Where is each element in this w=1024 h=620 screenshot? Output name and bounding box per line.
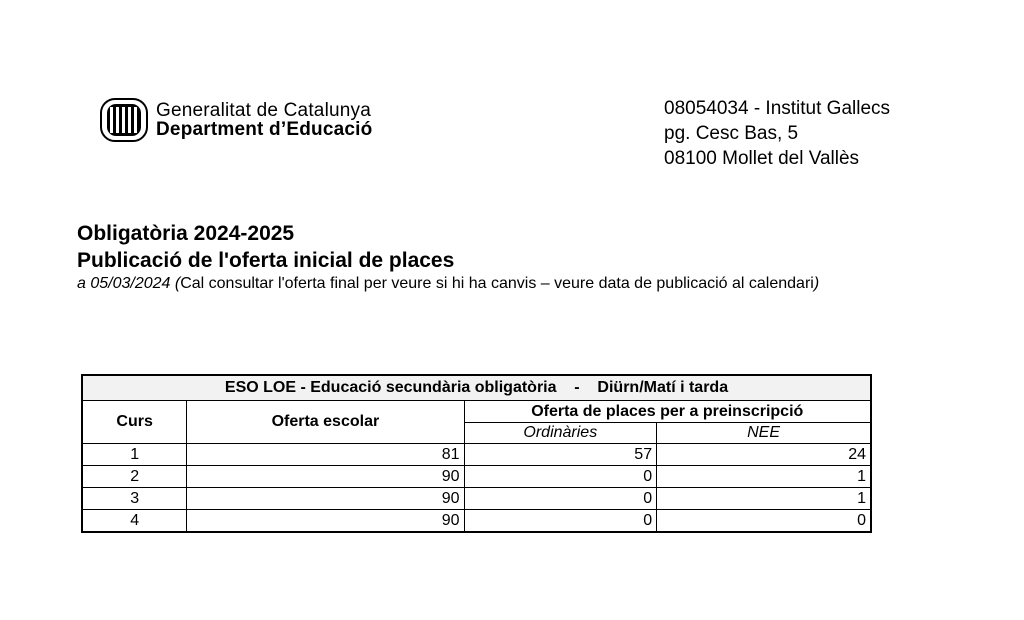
- cell-nee: 1: [657, 466, 871, 488]
- col-header-oferta: Oferta escolar: [187, 401, 464, 444]
- document-subtitle: Publicació de l'oferta inicial de places: [77, 249, 455, 272]
- cell-curs: 4: [82, 510, 187, 533]
- cell-oferta: 81: [187, 444, 464, 466]
- cell-curs: 1: [82, 444, 187, 466]
- document-titles: [77, 220, 819, 294]
- cell-ordinaries: 57: [464, 444, 657, 466]
- publication-date: a 05/03/2024 (: [77, 275, 181, 292]
- logo-generalitat-text: Generalitat de Catalunya: [156, 100, 371, 121]
- cell-oferta: 90: [187, 488, 464, 510]
- cell-nee: 24: [657, 444, 871, 466]
- table-caption: ESO LOE - Educació secundària obligatòria - Diürn/Matí i tarda: [82, 375, 871, 401]
- publication-note-close: ): [813, 275, 820, 292]
- table-header-row: [82, 401, 871, 423]
- cell-nee: 0: [657, 510, 871, 533]
- cell-oferta: 90: [187, 466, 464, 488]
- cell-ordinaries: 0: [464, 466, 657, 488]
- generalitat-emblem-icon: [100, 98, 148, 142]
- school-address-block: [664, 96, 890, 171]
- table-caption-row: [82, 375, 871, 401]
- table-row: [82, 444, 871, 466]
- cell-curs: 3: [82, 488, 187, 510]
- cell-oferta: 90: [187, 510, 464, 533]
- cell-curs: 2: [82, 466, 187, 488]
- publication-note: [77, 274, 819, 294]
- cell-ordinaries: 0: [464, 510, 657, 533]
- table-row: [82, 510, 871, 533]
- col-header-nee: NEE: [657, 423, 871, 444]
- cell-ordinaries: 0: [464, 488, 657, 510]
- table-row: [82, 488, 871, 510]
- col-header-ordinaries: Ordinàries: [464, 423, 657, 444]
- document-title: Obligatòria 2024-2025: [77, 222, 295, 245]
- cell-nee: 1: [657, 488, 871, 510]
- col-header-curs: Curs: [82, 401, 187, 444]
- col-header-preinscripcio: Oferta de places per a preinscripció: [464, 401, 871, 423]
- offer-table: [81, 374, 872, 533]
- table-row: [82, 466, 871, 488]
- generalitat-logo: [100, 98, 372, 142]
- publication-note-text: Cal consultar l'oferta final per veure si hi ha canvis – veure data de publicació al calendari: [180, 275, 814, 292]
- school-name: 08054034 - Institut Gallecs: [664, 98, 891, 119]
- logo-department-text: Department d’Educació: [156, 119, 373, 140]
- school-street: pg. Cesc Bas, 5: [664, 123, 799, 144]
- school-city: 08100 Mollet del Vallès: [664, 148, 860, 169]
